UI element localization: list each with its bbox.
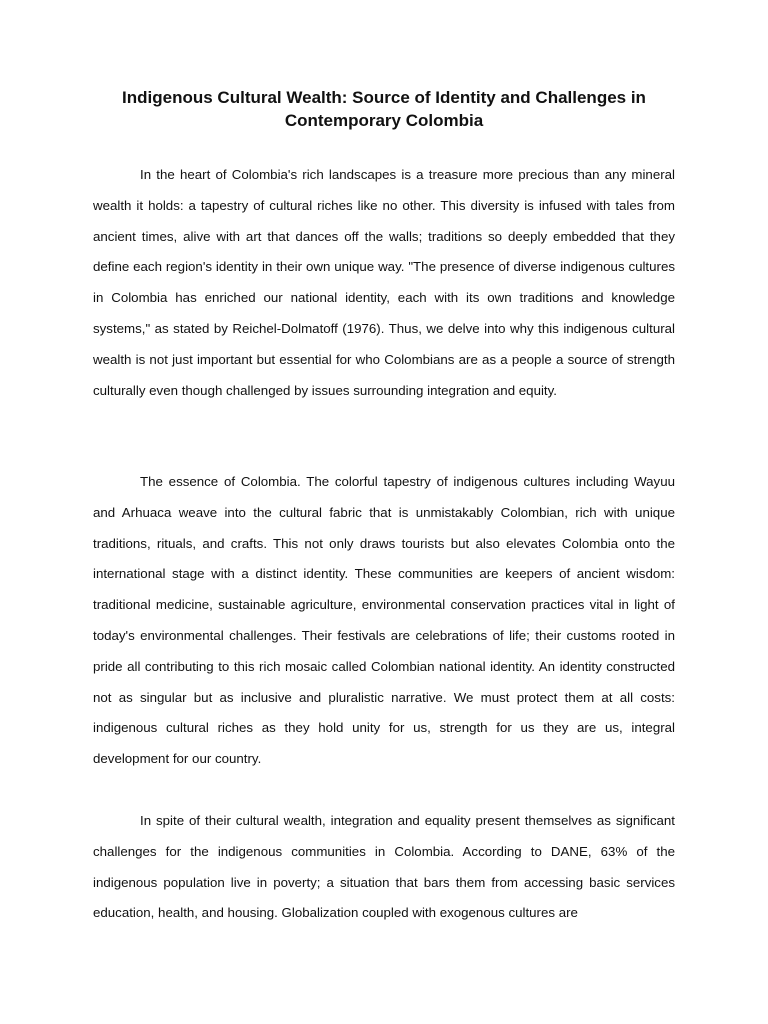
- paragraph-2: The essence of Colombia. The colorful tapestry of indigenous cultures including Wayuu and Arhuaca weave into the cultural fabric that is unmistakably Colombian, rich with unique traditions, rituals, and crafts. This not only draws tourists but also elevates Colombia onto the international stage with a distinct identity. These communities are keepers of ancient wisdom: traditional medicine, sustainable agriculture, environmental conservation practices vital in light of today's environmental challenges. Their festivals are celebrations of life; their customs rooted in pride all contributing to this rich mosaic called Colombian national identity. An identity constructed not as singular but as inclusive and pluralistic narrative. We must protect them at all costs: indigenous cultural riches as they hold unity for us, strength for us they are us, integral development for our country.: [93, 474, 675, 767]
- paragraph-3: In spite of their cultural wealth, integration and equality present themselves as significant challenges for the indigenous communities in Colombia. According to DANE, 63% of the indigenous population live in poverty; a situation that bars them from accessing basic services education, health, and housing. Globalization coupled with exogenous cultures are: [93, 813, 675, 921]
- document-title: Indigenous Cultural Wealth: Source of Identity and Challenges in Contemporary Colombia: [122, 88, 646, 130]
- paragraph-1: In the heart of Colombia's rich landscapes is a treasure more precious than any mineral wealth it holds: a tapestry of cultural riches like no other. This diversity is infused with tales from ancient times, alive with art that dances off the walls; traditions so deeply embedded that they define each region's identity in their own unique way. "The presence of diverse indigenous cultures in Colombia has enriched our national identity, each with its own traditions and knowledge systems," as stated by Reichel-Dolmatoff (1976). Thus, we delve into why this indigenous cultural wealth is not just important but essential for who Colombians are as a people a source of strength culturally even though challenged by issues surrounding integration and equity.: [93, 167, 675, 398]
